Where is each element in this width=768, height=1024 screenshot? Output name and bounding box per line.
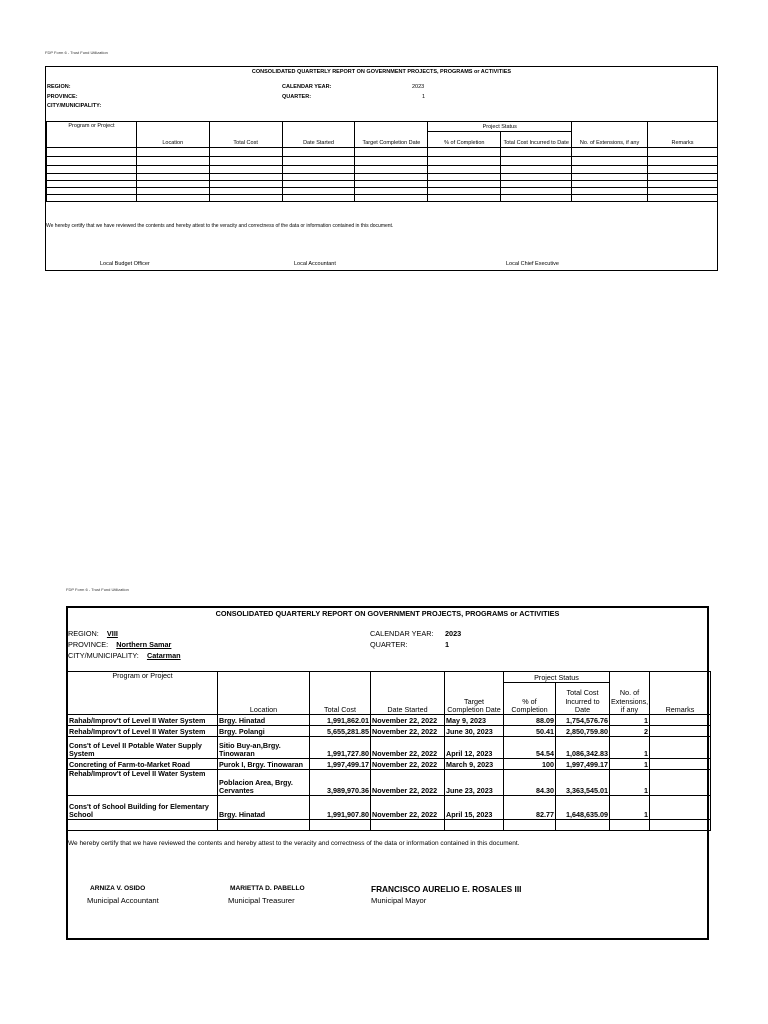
col-remarks: Remarks [648, 122, 718, 148]
cell-date-started: November 22, 2022 [371, 737, 445, 759]
table-row [68, 820, 711, 831]
cell-incurred: 1,997,499.17 [556, 759, 610, 770]
signatory-chief-executive: Local Chief Executive [506, 261, 559, 267]
quarter-label: QUARTER: [282, 94, 312, 100]
table-row [47, 181, 718, 188]
certification-text: We hereby certify that we have reviewed the contents and hereby attest to the veracity and correctness of the data or information contained in this document. [46, 223, 394, 229]
calendar-year-label: CALENDAR YEAR: [370, 629, 434, 638]
table-row [68, 737, 711, 759]
cell-extensions: 1 [610, 759, 650, 770]
cell-pct: 54.54 [504, 737, 556, 759]
cell-date-started: November 22, 2022 [371, 759, 445, 770]
cell-location: Sitio Buy-an,Brgy. Tinowaran [218, 737, 310, 759]
table-row [47, 157, 718, 166]
cell-location: Brgy. Hinatad [218, 796, 310, 820]
cell-extensions: 1 [610, 737, 650, 759]
cell-extensions: 1 [610, 715, 650, 726]
region-row [68, 629, 118, 638]
signatory-name-accountant: ARNIZA V. OSIDO [90, 885, 146, 892]
cell-program: Rehab/Improv't of Level II Water System [68, 770, 218, 796]
city-label: CITY/MUNICIPALITY: [68, 651, 139, 660]
cell-date-started: November 22, 2022 [371, 796, 445, 820]
region-label: REGION: [68, 629, 99, 638]
cell-pct: 100 [504, 759, 556, 770]
quarter-value: 1 [422, 94, 426, 100]
col-program: Program or Project [47, 122, 137, 148]
cell-date-started: November 22, 2022 [371, 770, 445, 796]
cell-remarks [650, 726, 711, 737]
cell-pct: 50.41 [504, 726, 556, 737]
cell-total-cost: 1,997,499.17 [310, 759, 371, 770]
table-row [68, 796, 711, 820]
cell-date-started: November 22, 2022 [371, 715, 445, 726]
cell-remarks [650, 796, 711, 820]
cell-incurred: 3,363,545.01 [556, 770, 610, 796]
cell-location: Purok I, Brgy. Tinowaran [218, 759, 310, 770]
table-row [68, 715, 711, 726]
col-total-cost: Total Cost [310, 672, 371, 715]
cell-remarks [650, 737, 711, 759]
province-value: Northern Samar [116, 640, 172, 649]
cell-pct: 84.30 [504, 770, 556, 796]
cell-total-cost: 5,655,281.85 [310, 726, 371, 737]
cell-location: Brgy. Polangi [218, 726, 310, 737]
table-row [47, 195, 718, 202]
col-location: Location [218, 672, 310, 715]
calendar-year-label: CALENDAR YEAR: [282, 84, 332, 90]
col-project-status: Project Status [428, 122, 572, 132]
signatory-position-mayor: Municipal Mayor [371, 896, 427, 905]
city-value: Catarman [146, 651, 181, 660]
col-target-completion: Target Completion Date [445, 672, 504, 715]
table-row [68, 726, 711, 737]
city-row [68, 651, 181, 660]
province-row [68, 640, 171, 649]
cell-extensions: 1 [610, 770, 650, 796]
cell-location: Poblacion Area, Brgy. Cervantes [218, 770, 310, 796]
report-title: CONSOLIDATED QUARTERLY REPORT ON GOVERNMENT PROJECTS, PROGRAMS or ACTIVITIES [251, 69, 512, 75]
cell-extensions: 1 [610, 796, 650, 820]
cell-remarks [650, 759, 711, 770]
province-label: PROVINCE: [47, 94, 78, 100]
city-label: CITY/MUNICIPALITY: [47, 103, 102, 109]
col-extensions: No. of Extensions, if any [572, 122, 648, 148]
signatory-position-accountant: Municipal Accountant [87, 896, 159, 905]
form-label-bottom: FDP Form 6 - Trust Fund Utilization [66, 587, 129, 592]
cell-total-cost: 1,991,862.01 [310, 715, 371, 726]
cell-program: Concreting of Farm-to-Market Road [68, 759, 218, 770]
region-label: REGION: [47, 84, 71, 90]
cell-date-started: November 22, 2022 [371, 726, 445, 737]
projects-table [67, 671, 711, 831]
table-row [47, 174, 718, 181]
cell-target: April 12, 2023 [445, 737, 504, 759]
col-date-started: Date Started [371, 672, 445, 715]
cell-target: June 30, 2023 [445, 726, 504, 737]
cell-program: Rahab/Improv't of Level II Water System [68, 715, 218, 726]
table-row [68, 770, 711, 796]
col-project-status: Project Status [504, 672, 610, 683]
signatory-name-treasurer: MARIETTA D. PABELLO [230, 885, 305, 892]
cell-incurred: 1,648,635.09 [556, 796, 610, 820]
cell-incurred: 1,754,576.76 [556, 715, 610, 726]
col-pct-completion: % of Completion [428, 132, 501, 148]
form-label-top: FDP Form 6 - Trust Fund Utilization [45, 50, 108, 55]
col-extensions: No. of Extensions, if any [610, 672, 650, 715]
cell-target: April 15, 2023 [445, 796, 504, 820]
cell-target: March 9, 2023 [445, 759, 504, 770]
cell-target: June 23, 2023 [445, 770, 504, 796]
cell-program: Cons't of School Building for Elementary School [68, 796, 218, 820]
cell-total-cost: 1,991,907.80 [310, 796, 371, 820]
col-date-started: Date Started [282, 122, 355, 148]
cell-program: Rehab/Improv't of Level II Water System [68, 726, 218, 737]
table-row [47, 166, 718, 174]
col-remarks: Remarks [650, 672, 711, 715]
col-location: Location [136, 122, 209, 148]
cell-incurred: 2,850,759.80 [556, 726, 610, 737]
blank-projects-table [46, 121, 718, 202]
cell-pct: 88.09 [504, 715, 556, 726]
filled-report-form [66, 606, 709, 940]
quarter-value: 1 [445, 640, 450, 649]
cell-extensions: 2 [610, 726, 650, 737]
blank-report-form [45, 66, 718, 271]
cell-total-cost: 3,989,970.36 [310, 770, 371, 796]
cell-remarks [650, 715, 711, 726]
cell-location: Brgy. Hinatad [218, 715, 310, 726]
col-cost-incurred: Total Cost Incurred to Date [501, 132, 572, 148]
col-total-cost: Total Cost [209, 122, 282, 148]
cell-total-cost: 1,991,727.80 [310, 737, 371, 759]
certification-text: We hereby certify that we have reviewed the contents and hereby attest to the veracity and correctness of the data or information contained in this document. [68, 840, 520, 847]
report-title: CONSOLIDATED QUARTERLY REPORT ON GOVERNMENT PROJECTS, PROGRAMS or ACTIVITIES [215, 609, 560, 618]
signatory-name-mayor: FRANCISCO AURELIO E. ROSALES III [371, 884, 522, 894]
cell-pct: 82.77 [504, 796, 556, 820]
calendar-year-value: 2023 [412, 84, 425, 90]
table-row [47, 148, 718, 157]
col-target-completion: Target Completion Date [355, 122, 428, 148]
cell-incurred: 1,086,342.83 [556, 737, 610, 759]
region-value: VIII [106, 629, 118, 638]
cell-program: Cons't of Level II Potable Water Supply System [68, 737, 218, 759]
cell-remarks [650, 770, 711, 796]
province-label: PROVINCE: [68, 640, 109, 649]
quarter-label: QUARTER: [370, 640, 408, 649]
signatory-budget-officer: Local Budget Officer [100, 261, 150, 267]
table-row [68, 759, 711, 770]
col-cost-incurred: Total Cost Incurred to Date [556, 683, 610, 715]
cell-target: May 9, 2023 [445, 715, 504, 726]
table-row [47, 188, 718, 195]
signatory-position-treasurer: Municipal Treasurer [228, 896, 295, 905]
col-pct-completion: % of Completion [504, 683, 556, 715]
col-program: Program or Project [68, 672, 218, 715]
signatory-accountant: Local Accountant [294, 261, 336, 267]
calendar-year-value: 2023 [445, 629, 462, 638]
